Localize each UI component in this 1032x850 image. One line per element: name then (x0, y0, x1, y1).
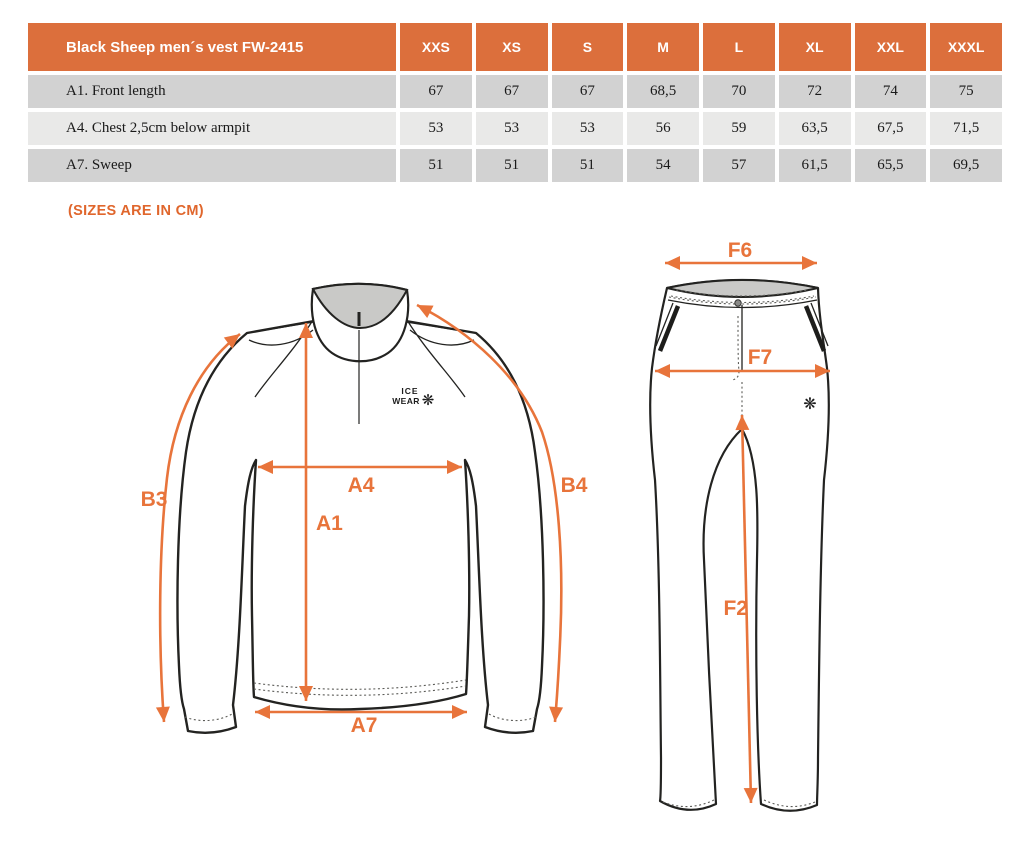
cell-value: 57 (703, 149, 775, 182)
sweater-diagram (141, 284, 588, 737)
measure-label-f2: F2 (723, 597, 748, 620)
measure-label-b4: B4 (560, 474, 588, 497)
size-header-xxxl: XXXL (930, 23, 1002, 71)
cell-value: 67 (476, 75, 548, 108)
logo-text-ice: ICE (401, 386, 419, 396)
pants-diagram (650, 239, 830, 811)
cell-value: 53 (400, 112, 472, 145)
cell-value: 67 (400, 75, 472, 108)
cell-value: 70 (703, 75, 775, 108)
cell-value: 51 (476, 149, 548, 182)
cell-value: 75 (930, 75, 1002, 108)
cell-value: 69,5 (930, 149, 1002, 182)
cell-value: 65,5 (855, 149, 927, 182)
measure-label-b3: B3 (140, 488, 168, 511)
table-title: Black Sheep men´s vest FW-2415 (28, 23, 396, 71)
cell-value: 68,5 (627, 75, 699, 108)
measure-label-a1: A1 (316, 512, 343, 535)
snowflake-icon: ❋ (421, 392, 435, 409)
cell-value: 67 (552, 75, 624, 108)
row-label: A1. Front length (28, 75, 396, 108)
measure-label-a7: A7 (350, 714, 378, 737)
size-header-xxl: XXL (855, 23, 927, 71)
pants-snowflake-icon: ❋ (803, 396, 817, 413)
logo-text-wear: WEAR (392, 396, 420, 406)
cell-value: 67,5 (855, 112, 927, 145)
waist-button (735, 300, 741, 306)
cell-value: 56 (627, 112, 699, 145)
cell-value: 72 (779, 75, 851, 108)
size-header-s: S (552, 23, 624, 71)
size-header-xxs: XXS (400, 23, 472, 71)
cell-value: 74 (855, 75, 927, 108)
cell-value: 71,5 (930, 112, 1002, 145)
pants-body (650, 280, 829, 811)
cell-value: 59 (703, 112, 775, 145)
cell-value: 51 (400, 149, 472, 182)
sizes-note: (SIZES ARE IN CM) (68, 203, 204, 219)
size-header-m: M (627, 23, 699, 71)
measure-label-a4: A4 (347, 474, 375, 497)
cell-value: 53 (552, 112, 624, 145)
size-header-xl: XL (779, 23, 851, 71)
cell-value: 51 (552, 149, 624, 182)
size-header-xs: XS (476, 23, 548, 71)
cell-value: 63,5 (779, 112, 851, 145)
cell-value: 53 (476, 112, 548, 145)
sweater-body (177, 321, 543, 733)
cell-value: 54 (627, 149, 699, 182)
cell-value: 61,5 (779, 149, 851, 182)
row-label: A7. Sweep (28, 149, 396, 182)
measure-label-f6: F6 (727, 239, 753, 262)
row-label: A4. Chest 2,5cm below armpit (28, 112, 396, 145)
size-header-l: L (703, 23, 775, 71)
measure-label-f7: F7 (747, 346, 773, 369)
